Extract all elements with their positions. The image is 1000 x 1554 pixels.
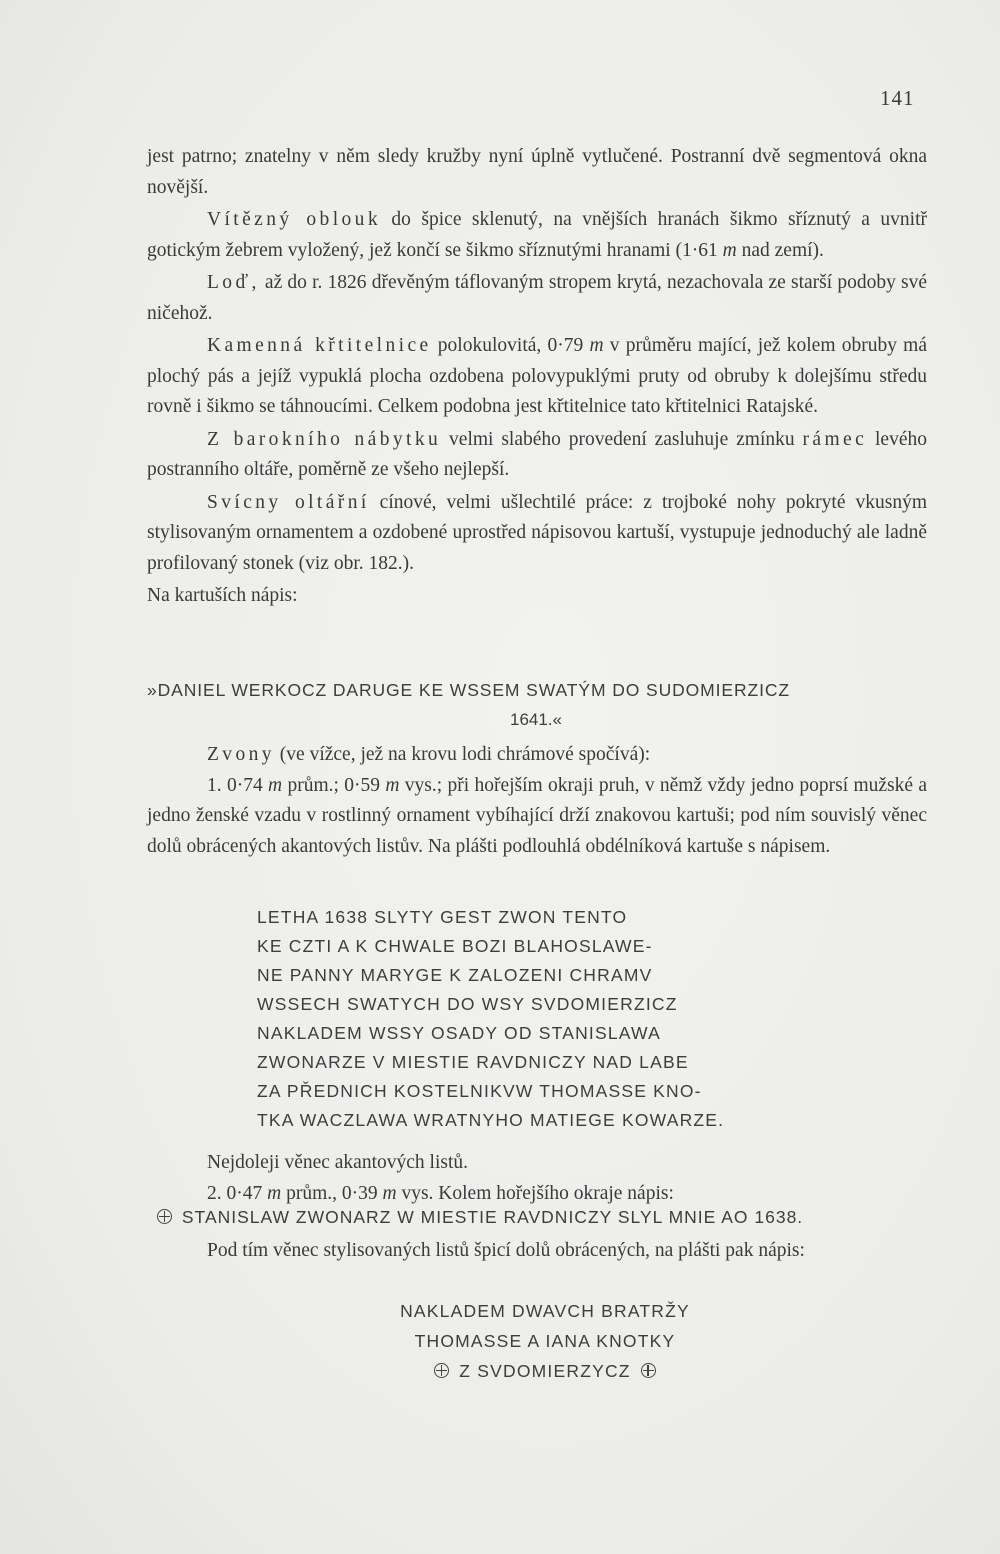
text: prům.; 0·59 — [282, 774, 386, 796]
inscription-line — [0, 1356, 1000, 1386]
inscription-text: Z SVDOMIERZYCZ — [459, 1361, 631, 1381]
inscription-line: WSSECH SWATYCH DO WSY SVDOMIERZICZ — [257, 994, 678, 1014]
text: vys. Kolem hořejšího okraje nápis: — [396, 1182, 674, 1204]
paragraph — [147, 425, 927, 486]
text: do špice sklenutý, na vnějších hranách šikmo sříznutý a uvnitř gotickým žebrem vyložený, jež končí se šikmo sříznutými hranami (1·61 — [147, 209, 927, 261]
bells-section — [147, 740, 927, 862]
inscription-daniel: »DANIEL WERKOCZ DARUGE KE WSSEM SWATÝM DO SUDOMIERZICZ — [147, 680, 790, 700]
emphasis: Svícny oltářní — [207, 491, 370, 513]
text: (ve vížce, jež na krovu lodi chrámové spočívá): — [274, 744, 651, 765]
paragraph — [147, 331, 927, 423]
unit: m — [722, 239, 737, 261]
paragraph — [147, 268, 927, 329]
emphasis: Z barokního nábytku — [207, 428, 442, 450]
body-text — [147, 142, 927, 614]
emphasis: Vítězný oblouk — [207, 209, 381, 230]
text: 1. 0·74 — [207, 774, 269, 796]
mantle-section — [147, 1236, 927, 1267]
paragraph — [147, 488, 927, 580]
text: velmi slabého provedení zasluhuje zmínku — [441, 428, 803, 450]
text: nad zemí). — [736, 239, 824, 261]
inscription-line: NE PANNY MARYGE K ZALOZENI CHRAMV — [257, 965, 653, 985]
unit: m — [268, 774, 283, 796]
paragraph — [147, 205, 927, 266]
inscription-line: THOMASSE A IANA KNOTKY — [414, 1331, 676, 1351]
unit: m — [382, 1182, 397, 1204]
unit: m — [267, 1182, 282, 1204]
paragraph: Pod tím věnec stylisovaných listů špicí dolů obrácených, na plášti pak nápis: — [207, 1240, 805, 1261]
emphasis: Zvony — [207, 744, 275, 765]
text: cínové, velmi ušlechtilé práce: z trojboké nohy pokryté vkusným stylisovaným ornamentem a ozdobené uprostřed nápisovou kartuší, vystupuje jednoduchý ale ladně profilovaný stonek (viz obr. 182.). — [147, 491, 927, 574]
cross-icon — [641, 1363, 656, 1378]
unit: m — [385, 774, 400, 796]
bell-two-section — [147, 1148, 927, 1209]
text: vys.; při hořejším okraji pruh, v němž vždy jedno poprsí mužské a jedno ženské vzadu v rostlinný ornament vybíhající drží znakovou kartuši; pod ním souvislý věnec dolů obrácených akantových listův. Na plášti podlouhlá obdélníková kartuše s nápisem. — [147, 774, 927, 857]
page-number: 141 — [880, 86, 915, 110]
paragraph — [147, 1179, 927, 1210]
inscription-stanislaw — [153, 1207, 803, 1228]
paragraph: Nejdoleji věnec akantových listů. — [207, 1152, 469, 1173]
text: 2. 0·47 — [207, 1182, 268, 1204]
text: levého postranního oltáře, poměrně ze všeho nejlepší. — [147, 428, 927, 480]
cross-icon — [434, 1363, 449, 1378]
inscription-year: 1641.« — [510, 710, 562, 729]
text: v průměru mající, jež kolem obruby má plochý pás a jejíž vypuklá plocha ozdobena polovypuklými pruty od obruby k dolejšímu středu rovně i šikmo se táhnoucími. Celkem podobna jest křtitelnice tato křtitelnici Ratajské. — [147, 335, 927, 417]
inscription-1638 — [0, 903, 1000, 1135]
inscription-line: ZA PŘEDNICH KOSTELNIKVW THOMASSE KNO- — [257, 1081, 702, 1101]
inscription-line: NAKLADEM DWAVCH BRATRŽY — [400, 1301, 690, 1321]
unit: m — [589, 335, 604, 356]
text: prům., 0·39 — [281, 1182, 383, 1204]
emphasis: Kamenná křtitelnice — [207, 335, 432, 356]
paragraph — [147, 771, 927, 863]
text: až do r. 1826 dřevěným táflovaným stropem krytá, nezachovala ze starší podoby své ničehož. — [147, 272, 927, 324]
inscription-line: LETHA 1638 SLYTY GEST ZWON TENTO — [257, 907, 628, 927]
inscription-line: KE CZTI A K CHWALE BOZI BLAHOSLAWE- — [257, 936, 653, 956]
inscription-text: STANISLAW ZWONARZ W MIESTIE RAVDNICZY SLYL MNIE AO 1638. — [181, 1207, 804, 1227]
emphasis: rámec — [802, 428, 868, 450]
paragraph: jest patrno; znatelny v něm sledy kružby nyní úplně vytlučené. Postranní dvě segmentová okna novější. — [147, 146, 927, 198]
emphasis: Loď, — [207, 272, 260, 293]
inscription-knotky — [0, 1296, 1000, 1386]
cross-icon — [157, 1209, 172, 1224]
inscription-line: NAKLADEM WSSY OSADY OD STANISLAWA — [257, 1023, 661, 1043]
inscription-line: TKA WACZLAWA WRATNYHO MATIEGE KOWARZE. — [257, 1110, 725, 1130]
inscription-line: ZWONARZE V MIESTIE RAVDNICZY NAD LABE — [257, 1052, 689, 1072]
text: polokulovitá, 0·79 — [431, 335, 590, 356]
paragraph — [147, 740, 927, 771]
paragraph: Na kartuších nápis: — [147, 585, 298, 606]
